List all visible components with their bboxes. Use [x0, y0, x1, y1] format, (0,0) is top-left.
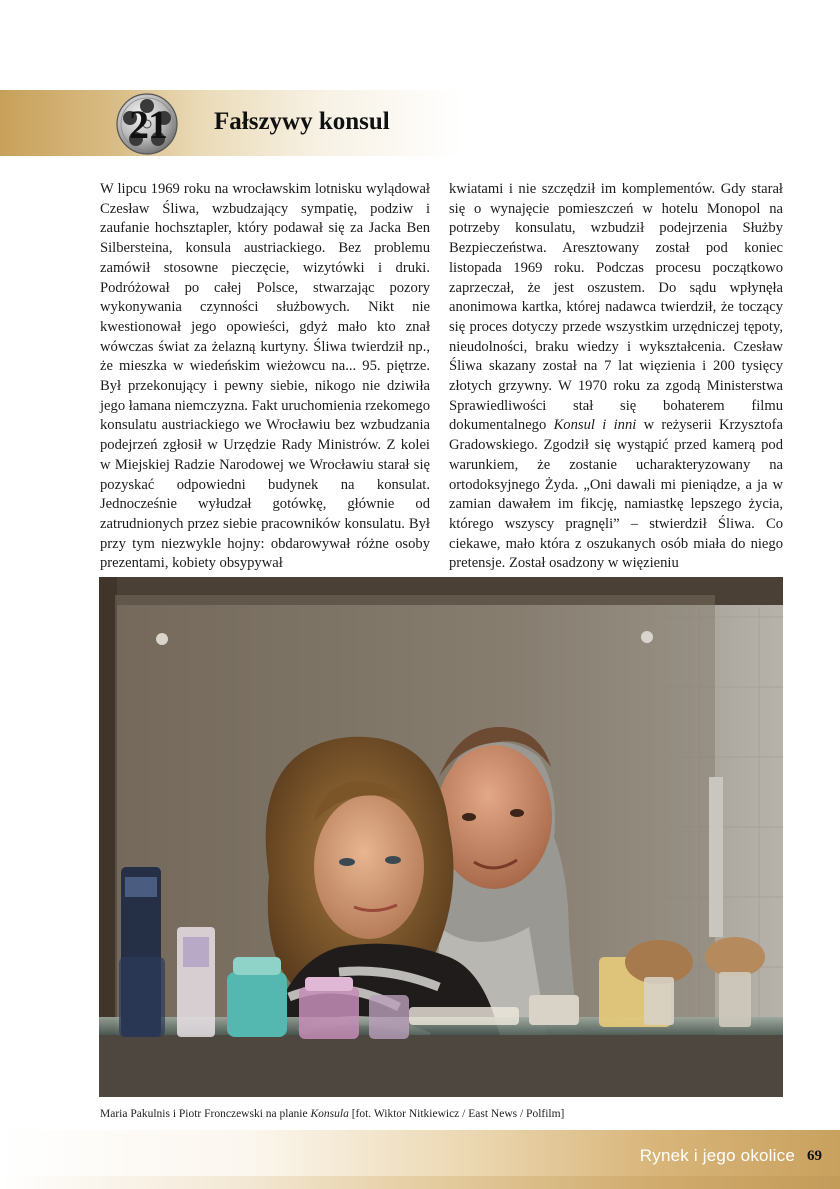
film-title: Konsul i inni — [553, 417, 637, 434]
page-number: 69 — [807, 1148, 822, 1164]
caption-film-title: Konsula — [310, 1108, 349, 1120]
chapter-title: Fałszywy konsul — [214, 108, 390, 135]
article-paragraph-right — [449, 180, 783, 574]
caption-credit: [fot. Wiktor Nitkiewicz / East News / Polfilm] — [348, 1108, 565, 1120]
caption-prefix: Maria Pakulnis i Piotr Fronczewski na planie — [100, 1108, 311, 1120]
running-section-title: Rynek i jego okolice — [639, 1146, 795, 1165]
footer-stripe — [0, 1176, 840, 1189]
article-column-right — [449, 180, 783, 574]
photo-caption — [100, 1108, 790, 1120]
chapter-number: 21 — [129, 101, 167, 147]
article-paragraph-left: W lipcu 1969 roku na wrocławskim lotnisku wylądował Czesław Śliwa, wzbudzający sympatię, podziw i zaufanie hochsztapler, który podawał się za Jacka Ben Silbersteina, konsula austriackiego. Bez problemu zamówił stosowne pieczęcie, wizytówki i druki. Podróżował po całej Polsce, stwarzając pozory wykonywania czynności służbowych. Nikt nie kwestionował jego opowieści, gdyż mało kto znał wówczas świat za żelazną kurtyny. Śliwa twierdził np., że mieszka w wiedeńskim wieżowcu na... 95. piętrze. Był przekonujący i pewny siebie, nikogo nie dziwiła jego łamana niemczyzna. Fakt uruchomienia rzekomego konsulatu austriackiego we Wrocławiu bez wzbudzania podejrzeń zgłosił w Urzędzie Rady Ministrów. Z kolei w Miejskiej Radzie Narodowej we Wrocławiu starał się pozyskać odpowiedni budynek na konsulat. Jednocześnie wyłudzał gotówkę, głównie od zatrudnionych przez siebie pracowników konsulatu. Był przy tym niezwykle hojny: obdarowywał różne osoby prezentami, kobiety obsypywał — [100, 181, 430, 572]
article-text-right-2: w reżyserii Krzysztofa Gradowskiego. Zgodził się wystąpić przed kamerą pod warunkiem, że zostanie ucharakteryzowany na ortodoksyjnego Żyda. „Oni dawali mi pieniądze, a ja w zamian dawałem im fikcję, namiastkę lepszego życia, którego wszyscy pragnęli” – stwierdził Śliwa. Co ciekawe, mało która z oszukanych osób miała do niego pretensje. Został osadzony w więzieniu — [449, 417, 783, 572]
article-column-left — [100, 180, 430, 574]
article-text-right-1: kwiatami i nie szczędził im komplementów. Gdy starał się o wynajęcie pomieszczeń w hotelu Monopol na potrzeby konsulatu, wzbudził podejrzenia Służby Bezpieczeństwa. Aresztowany został pod koniec listopada 1969 roku. Podczas procesu początkowo zaprzeczał, że jest oszustem. Do sądu wpłynęła anonimowa kartka, której nadawca twierdził, że toczący się proces dotyczy przede wszystkim urzędniczej tępoty, nieudolności, braku wiedzy i wykształcenia. Czesław Śliwa skazany został na 7 lat więzienia i 200 tysięcy złotych grzywny. W 1970 roku za zgodą Ministerstwa Sprawiedliwości stał się bohaterem filmu dokumentalnego — [449, 181, 783, 434]
film-still-photo — [99, 577, 783, 1097]
